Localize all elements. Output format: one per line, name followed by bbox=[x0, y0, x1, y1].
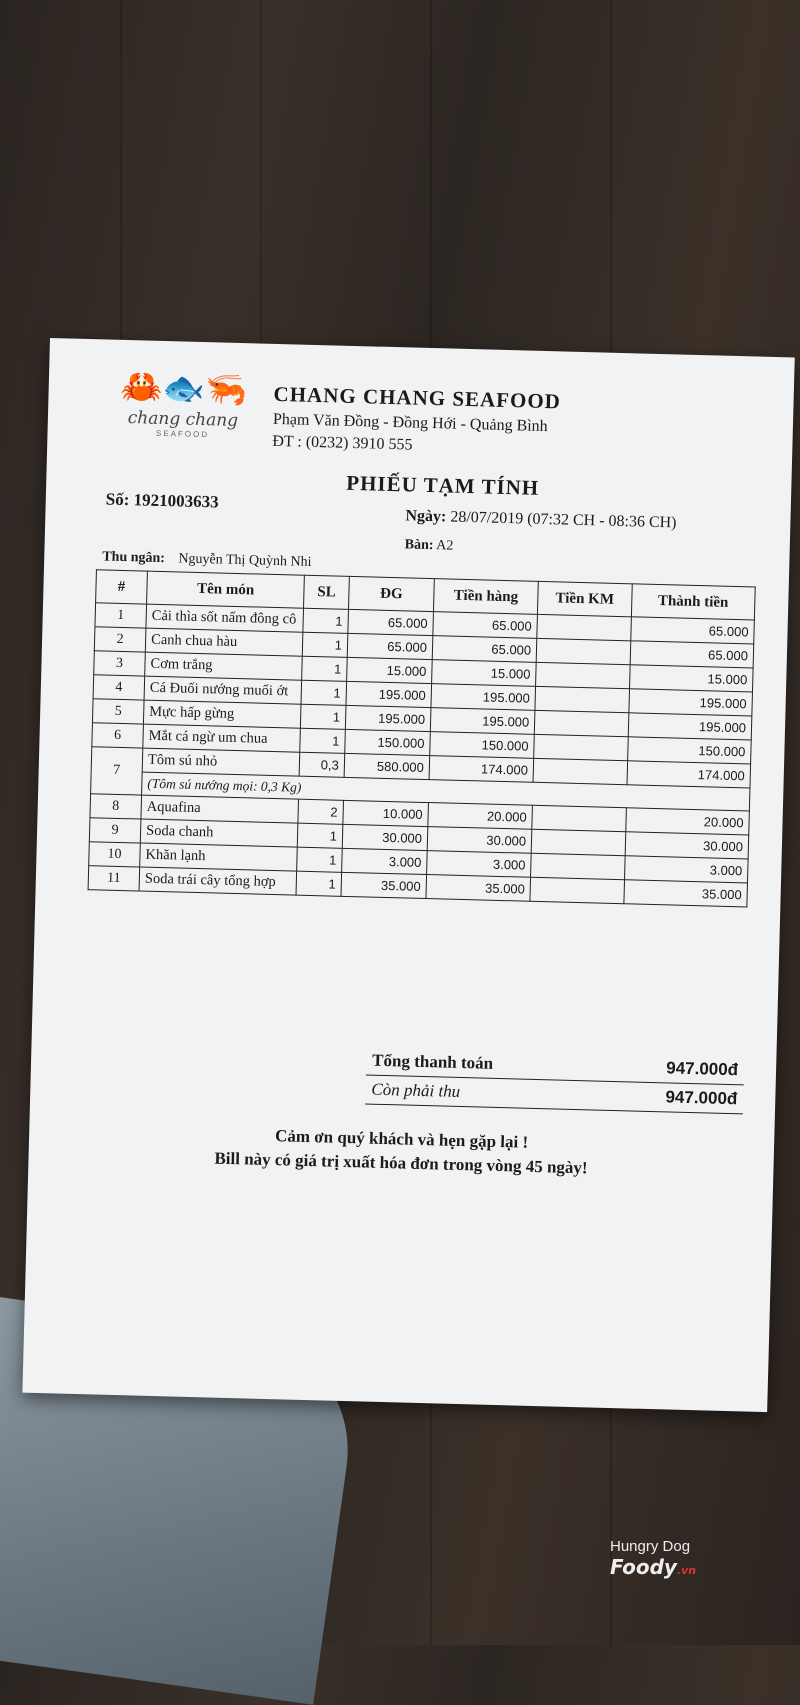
foody-tld: .vn bbox=[676, 1564, 697, 1577]
cell-no: 6 bbox=[92, 723, 144, 748]
logo-sub: SEAFOOD bbox=[155, 428, 210, 440]
cell-tien-hang: 20.000 bbox=[428, 803, 533, 830]
cell-sl: 1 bbox=[302, 656, 347, 681]
thungan-label: Thu ngân: bbox=[102, 549, 166, 567]
cell-tien-hang: 195.000 bbox=[430, 708, 535, 735]
cell-dg: 30.000 bbox=[342, 824, 428, 850]
cell-name: Soda trái cây tổng hợp bbox=[139, 867, 297, 895]
receipt-number bbox=[106, 490, 219, 513]
foody-brand: Foody bbox=[610, 1555, 677, 1579]
ban-value: A2 bbox=[436, 538, 454, 554]
cell-sl: 1 bbox=[300, 728, 345, 753]
cell-no: 1 bbox=[95, 603, 147, 628]
cell-name: Mắt cá ngừ um chua bbox=[143, 724, 301, 752]
cell-thanh-tien: 3.000 bbox=[624, 856, 748, 883]
shop-info bbox=[272, 382, 561, 458]
shop-address: Phạm Văn Đồng - Đồng Hới - Quảng Bình bbox=[272, 410, 548, 436]
shop-phone: ĐT : (0232) 3910 555 bbox=[272, 432, 413, 454]
cell-no: 9 bbox=[89, 818, 141, 843]
cell-name: Aquafina bbox=[141, 795, 299, 823]
col-header-sl: SL bbox=[304, 575, 349, 609]
cell-tien-hang: 65.000 bbox=[433, 612, 538, 639]
cell-thanh-tien: 195.000 bbox=[628, 713, 752, 740]
cell-tien-km bbox=[536, 662, 630, 688]
cell-sl: 1 bbox=[297, 847, 342, 872]
col-header-tien-km: Tiền KM bbox=[538, 581, 632, 616]
col-header-name: Tên món bbox=[147, 571, 305, 608]
cell-no: 3 bbox=[94, 651, 146, 676]
watermark-user: Hungry Dog bbox=[610, 1538, 691, 1555]
cell-dg: 195.000 bbox=[346, 681, 432, 707]
item-note: (Tôm sú nướng mọi: 0,3 Kg) bbox=[142, 772, 750, 811]
seafood-logo-icon: 🦀🐟🦐 bbox=[119, 368, 248, 410]
receipt-date bbox=[405, 507, 676, 532]
cell-no: 7 bbox=[91, 747, 143, 795]
cell-tien-hang: 15.000 bbox=[432, 660, 537, 687]
totals bbox=[365, 1047, 744, 1115]
cell-thanh-tien: 195.000 bbox=[629, 689, 753, 716]
cell-tien-hang: 195.000 bbox=[431, 684, 536, 711]
cell-dg: 3.000 bbox=[342, 848, 428, 874]
cell-tien-km bbox=[536, 638, 630, 664]
cell-tien-km bbox=[532, 805, 626, 831]
cell-sl: 1 bbox=[296, 871, 341, 896]
so-value: 1921003633 bbox=[133, 490, 219, 512]
footer-message bbox=[28, 1118, 774, 1185]
cell-dg: 65.000 bbox=[347, 633, 433, 659]
col-header-tien-hang: Tiền hàng bbox=[433, 579, 538, 615]
total-label: Tổng thanh toán bbox=[371, 1050, 494, 1073]
doc-title: PHIẾU TẠM TÍNH bbox=[345, 470, 540, 500]
col-header-dg: ĐG bbox=[348, 576, 434, 611]
col-header-no: # bbox=[96, 570, 148, 604]
ngay-value: 28/07/2019 (07:32 CH - 08:36 CH) bbox=[450, 508, 677, 532]
remaining-value: 947.000đ bbox=[665, 1087, 738, 1109]
total-value: 947.000đ bbox=[666, 1058, 739, 1080]
cell-sl: 1 bbox=[303, 608, 348, 633]
cell-tien-hang: 3.000 bbox=[427, 851, 532, 878]
so-label: Số: bbox=[105, 489, 130, 510]
cell-name: Khăn lạnh bbox=[140, 843, 298, 871]
cell-no: 5 bbox=[92, 699, 144, 724]
cell-tien-hang: 35.000 bbox=[426, 875, 531, 902]
remaining-label: Còn phải thu bbox=[371, 1079, 461, 1101]
watermark bbox=[610, 1538, 696, 1579]
cell-sl: 1 bbox=[301, 680, 346, 705]
cell-no: 10 bbox=[89, 842, 141, 867]
cell-name: Canh chua hàu bbox=[145, 628, 303, 656]
cell-tien-km bbox=[530, 877, 624, 903]
cell-thanh-tien: 65.000 bbox=[630, 641, 754, 668]
cell-thanh-tien: 30.000 bbox=[625, 832, 749, 859]
cell-no: 2 bbox=[94, 627, 146, 652]
cell-sl: 0,3 bbox=[299, 752, 344, 777]
cell-no: 11 bbox=[88, 866, 140, 891]
cell-dg: 195.000 bbox=[345, 705, 431, 731]
cell-tien-km bbox=[534, 734, 628, 760]
cell-tien-km bbox=[531, 829, 625, 855]
col-header-thanh-tien: Thành tiền bbox=[631, 584, 755, 620]
cell-tien-km bbox=[533, 758, 627, 784]
cell-sl: 2 bbox=[298, 799, 343, 824]
cell-sl: 1 bbox=[301, 704, 346, 729]
shop-logo bbox=[117, 368, 249, 461]
cell-sl: 1 bbox=[298, 823, 343, 848]
ngay-label: Ngày: bbox=[405, 507, 447, 526]
cell-thanh-tien: 174.000 bbox=[627, 761, 751, 788]
cell-name: Soda chanh bbox=[140, 819, 298, 847]
cell-name: Cơm trắng bbox=[145, 652, 303, 680]
items-table bbox=[88, 569, 756, 907]
ban-label: Bàn: bbox=[404, 537, 434, 554]
cell-tien-hang: 30.000 bbox=[427, 827, 532, 854]
cell-dg: 65.000 bbox=[348, 609, 434, 635]
cashier bbox=[102, 549, 312, 570]
cell-thanh-tien: 35.000 bbox=[624, 880, 748, 907]
cell-thanh-tien: 15.000 bbox=[629, 665, 753, 692]
cell-tien-km bbox=[535, 686, 629, 712]
cell-dg: 150.000 bbox=[345, 729, 431, 755]
cell-no: 8 bbox=[90, 794, 142, 819]
thungan-value: Nguyễn Thị Quỳnh Nhi bbox=[178, 551, 312, 570]
cell-dg: 10.000 bbox=[343, 800, 429, 826]
thanks-line: Cảm ơn quý khách và hẹn gặp lại ! bbox=[274, 1126, 529, 1152]
cell-tien-hang: 150.000 bbox=[430, 732, 535, 759]
logo-name: chang chang bbox=[127, 408, 239, 431]
cell-name: Mực hấp gừng bbox=[143, 700, 301, 728]
table-number bbox=[404, 537, 453, 554]
cell-tien-km bbox=[531, 853, 625, 879]
cell-tien-km bbox=[534, 710, 628, 736]
cell-name: Cá Đuối nướng muối ớt bbox=[144, 676, 302, 704]
shop-name: CHANG CHANG SEAFOOD bbox=[273, 381, 562, 414]
cell-sl: 1 bbox=[303, 632, 348, 657]
cell-dg: 580.000 bbox=[344, 753, 430, 779]
cell-dg: 15.000 bbox=[347, 657, 433, 683]
cell-name: Cải thìa sốt nấm đông cô bbox=[146, 604, 304, 632]
foody-logo bbox=[610, 1555, 696, 1579]
cell-thanh-tien: 65.000 bbox=[630, 617, 754, 644]
invoice-note: Bill này có giá trị xuất hóa đơn trong vòng 45 ngày! bbox=[214, 1148, 588, 1178]
cell-tien-hang: 174.000 bbox=[429, 756, 534, 783]
cell-thanh-tien: 150.000 bbox=[627, 737, 751, 764]
receipt bbox=[22, 338, 794, 1412]
cell-dg: 35.000 bbox=[341, 872, 427, 898]
cell-name: Tôm sú nhỏ bbox=[142, 748, 300, 776]
cell-tien-hang: 65.000 bbox=[432, 636, 537, 663]
cell-no: 4 bbox=[93, 675, 145, 700]
cell-thanh-tien: 20.000 bbox=[625, 808, 749, 835]
cell-tien-km bbox=[537, 614, 631, 640]
